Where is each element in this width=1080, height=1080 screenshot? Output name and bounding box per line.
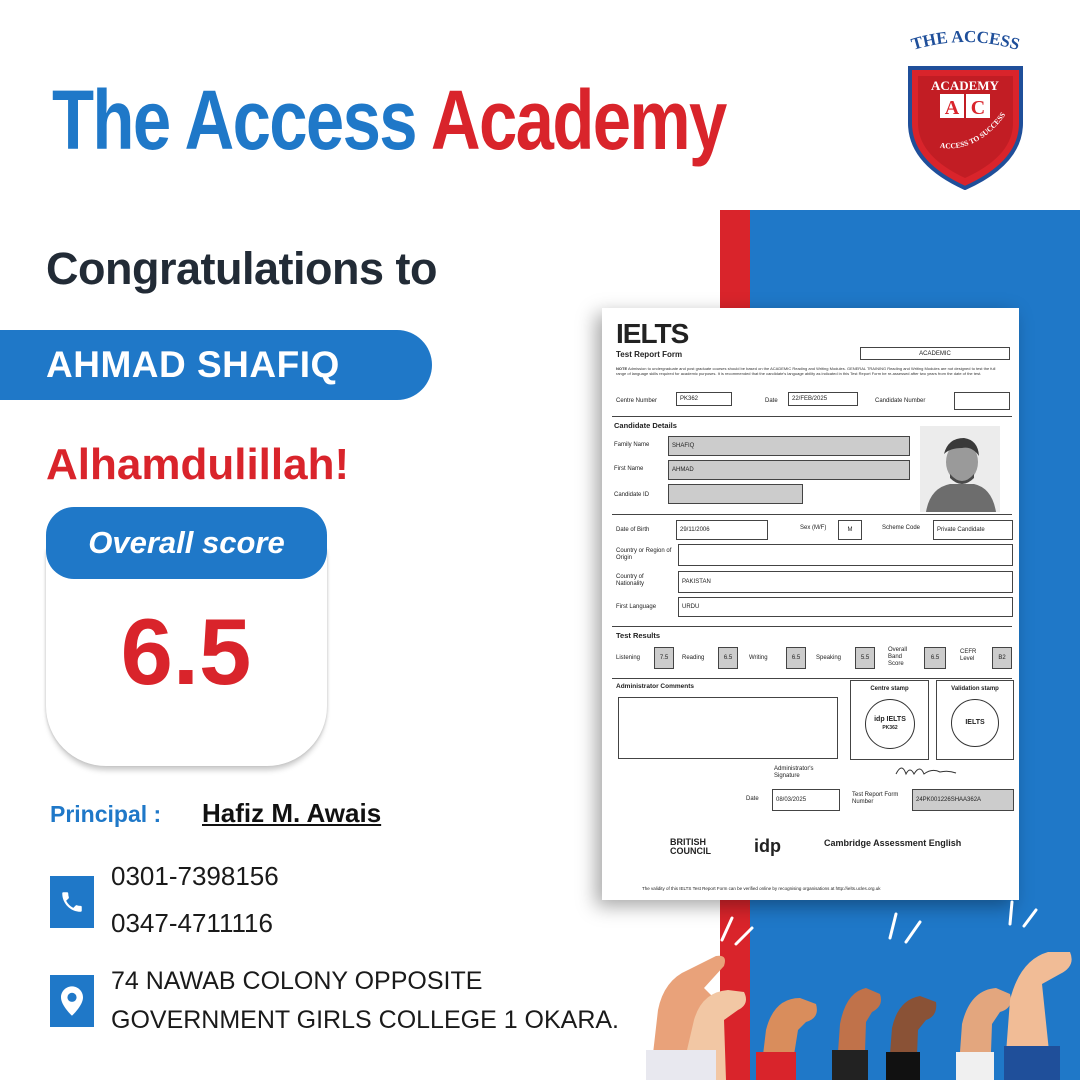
logo-mid-text: ACADEMY <box>931 78 999 93</box>
idp-logo: idp <box>754 836 781 856</box>
ielts-logo: IELTS <box>616 318 689 349</box>
listening-score: 7.5 <box>654 647 674 669</box>
form-note: NOTE Admission to undergraduate and post graduate courses should be based on the ACADEMIC Reading and Writing Modules. GENERAL TRAINING Reading and Writing Modules are not designed to test the full range of language skills required for academic purposes. It is recommended that the candidate's language ability as indicated in this Test Report Form be re-assessed after two years from the date of the test. <box>616 366 996 376</box>
scheme-code-field: Private Candidate <box>933 520 1013 540</box>
date-field: 22/FEB/2025 <box>788 392 858 406</box>
british-council-logo: BRITISH COUNCIL <box>670 837 711 856</box>
sex-field: M <box>838 520 862 540</box>
test-results-heading: Test Results <box>616 631 661 640</box>
centre-number-field: PK362 <box>676 392 732 406</box>
centre-stamp-box <box>850 680 929 760</box>
speaking-score: 5.5 <box>855 647 875 669</box>
admin-comments-box <box>618 697 838 759</box>
scheme-code-label: Scheme Code <box>882 525 921 531</box>
title-part-2: Academy <box>430 73 726 167</box>
first-name-field: AHMAD <box>668 460 910 480</box>
first-language-field: URDU <box>678 597 1013 617</box>
sign-date-label: Date <box>746 796 759 802</box>
phone-number-2[interactable]: 0347-4711116 <box>111 908 273 938</box>
svg-text:THE ACCESS <box>909 28 1022 54</box>
nationality-field: PAKISTAN <box>678 571 1013 593</box>
candidate-id-field <box>668 484 803 504</box>
overall-score-value: 6.5 <box>120 599 252 704</box>
student-name-banner: AHMAD SHAFIQ <box>0 330 432 400</box>
logo-top-text: THE ACCESS <box>909 28 1022 54</box>
speaking-label: Speaking <box>816 655 842 661</box>
writing-label: Writing <box>749 655 768 661</box>
phone-icon <box>50 876 94 928</box>
admin-signature-label: Administrator's Signature <box>774 766 814 779</box>
first-name-label: First Name <box>614 466 644 472</box>
candidate-number-label: Candidate Number <box>875 398 926 404</box>
address-line-2: GOVERNMENT GIRLS COLLEGE 1 OKARA. <box>111 1006 620 1034</box>
principal-name: Hafiz M. Awais <box>202 798 382 828</box>
trf-number-field: 24PK001226SHAA362A <box>912 789 1014 811</box>
form-title: Test Report Form <box>616 350 683 359</box>
sex-label: Sex (M/F) <box>800 525 827 531</box>
overall-band-label: Overall Band Score <box>888 647 908 667</box>
candidate-details-heading: Candidate Details <box>614 421 677 430</box>
cefr-label: CEFR Level <box>960 649 977 662</box>
congratulations-heading: Congratulations to <box>46 243 437 294</box>
candidate-number-field <box>954 392 1010 410</box>
validation-stamp-label: Validation stamp <box>951 686 999 692</box>
centre-number-label: Centre Number <box>616 398 658 404</box>
validation-stamp: IELTS <box>951 699 999 747</box>
overall-band-score: 6.5 <box>924 647 946 669</box>
admin-signature <box>892 760 962 780</box>
alhamdulillah-text: Alhamdulillah! <box>46 440 350 489</box>
clapping-hands-illustration <box>640 900 1080 1080</box>
title-part-1: The Access <box>52 73 416 167</box>
date-label: Date <box>765 398 778 404</box>
country-origin-field <box>678 544 1013 566</box>
centre-stamp: idp IELTS PK362 <box>865 699 915 749</box>
centre-stamp-label: Centre stamp <box>870 686 909 692</box>
cefr-level: B2 <box>992 647 1012 669</box>
validation-stamp-box <box>936 680 1014 760</box>
candidate-photo <box>920 426 1000 512</box>
admin-comments-label: Administrator Comments <box>616 683 695 690</box>
reading-score: 6.5 <box>718 647 738 669</box>
phone-number-1[interactable]: 0301-7398156 <box>111 861 279 891</box>
logo-letter-c: C <box>970 97 986 119</box>
country-origin-label: Country or Region of Origin <box>616 548 672 561</box>
nationality-label: Country of Nationality <box>616 574 645 587</box>
cambridge-logo: Cambridge Assessment English <box>824 838 962 848</box>
trf-number-label: Test Report Form Number <box>852 792 899 805</box>
sign-date-field: 08/03/2025 <box>772 789 840 811</box>
academy-logo <box>898 28 1033 190</box>
principal-label: Principal : <box>50 801 162 827</box>
dob-label: Date of Birth <box>616 527 650 533</box>
reading-label: Reading <box>682 655 705 661</box>
ielts-test-report-form <box>602 308 1019 900</box>
family-name-field: SHAFIQ <box>668 436 910 456</box>
listening-label: Listening <box>616 655 641 661</box>
logo-letter-a: A <box>944 97 960 119</box>
module-field: ACADEMIC <box>860 347 1010 360</box>
writing-score: 6.5 <box>786 647 806 669</box>
page-title <box>52 73 726 167</box>
address-line-1: 74 NAWAB COLONY OPPOSITE <box>111 967 483 995</box>
logo-tagline: ACCESS TO SUCCESS <box>939 110 1008 151</box>
form-footer: The validity of this IELTS Test Report Form can be verified online by recognising organisations at http://ielts.ucles.org.uk <box>642 886 881 891</box>
overall-score-label: Overall score <box>46 507 327 579</box>
family-name-label: Family Name <box>614 442 650 448</box>
first-language-label: First Language <box>616 604 657 610</box>
location-pin-icon <box>50 975 94 1027</box>
dob-field: 29/11/2006 <box>676 520 768 540</box>
candidate-id-label: Candidate ID <box>614 492 650 498</box>
